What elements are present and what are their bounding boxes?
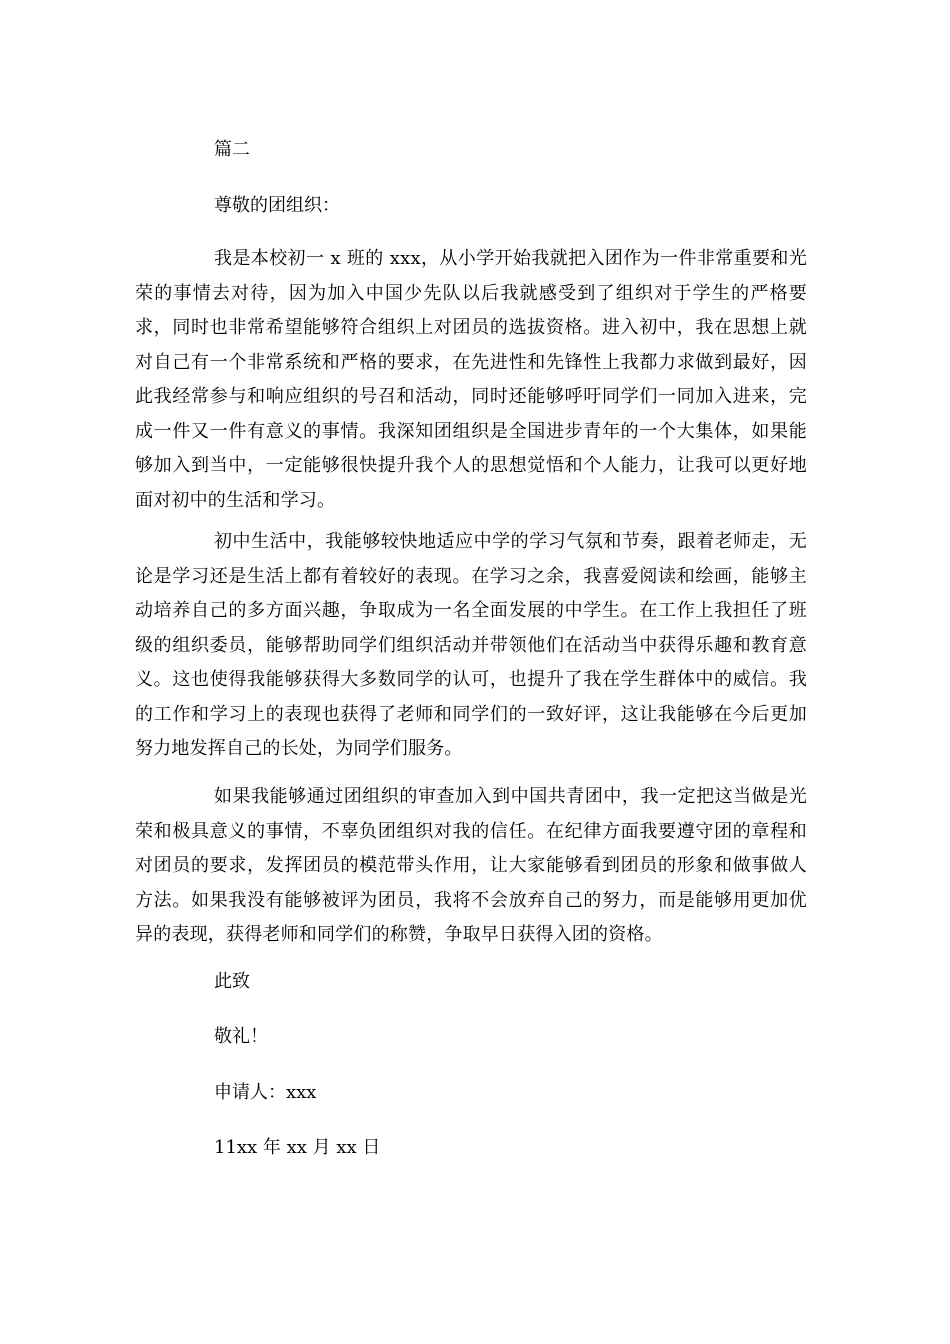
applicant-line: 申请人：xxx — [214, 1082, 317, 1103]
paragraph-1: 我是本校初一 x 班的 xxx，从小学开始我就把入团作为一件非常重要和光荣的事情去对待，因为加入中国少先队以后我就感受到了组织对于学生的严格要求，同时也非常希望能够符合组织上对团员的选拔资格。进入初中，我在思想上就对自己有一个非常系统和严格的要求，在先进性和先锋性上我都力求做到最好，因此我经常参与和响应组织的号召和活动，同时还能够呼吁同学们一同加入进来，完成一件又一件有意义的事情。我深知团组织是全国进步青年的一个大集体，如果能够加入到当中，一定能够很快提升我个人的思想觉悟和个人能力，让我可以更好地面对初中的生活和学习。 — [135, 248, 807, 511]
salutation: 尊敬的团组织： — [214, 195, 340, 216]
paragraph-3: 如果我能够通过团组织的审查加入到中国共青团中，我一定把这当做是光荣和极具意义的事情，不辜负团组织对我的信任。在纪律方面我要遵守团的章程和对团员的要求，发挥团员的模范带头作用，让大家能够看到团员的形象和做事做人方法。如果我没有能够被评为团员，我将不会放弃自己的努力，而是能够用更加优异的表现，获得老师和同学们的称赞，争取早日获得入团的资格。 — [135, 786, 807, 945]
section-heading: 篇二 — [214, 139, 250, 160]
closing-line-2: 敬礼！ — [214, 1026, 268, 1047]
date-line: 11xx 年 xx 月 xx 日 — [214, 1137, 381, 1158]
closing-line-1: 此致 — [214, 971, 250, 992]
paragraph-2: 初中生活中，我能够较快地适应中学的学习气氛和节奏，跟着老师走，无论是学习还是生活上都有着较好的表现。在学习之余，我喜爱阅读和绘画，能够主动培养自己的多方面兴趣，争取成为一名全面发展的中学生。在工作上我担任了班级的组织委员，能够帮助同学们组织活动并带领他们在活动当中获得乐趣和教育意义。这也使得我能够获得大多数同学的认可，也提升了我在学生群体中的威信。我的工作和学习上的表现也获得了老师和同学们的一致好评，这让我能够在今后更加努力地发挥自己的长处，为同学们服务。 — [135, 531, 807, 759]
